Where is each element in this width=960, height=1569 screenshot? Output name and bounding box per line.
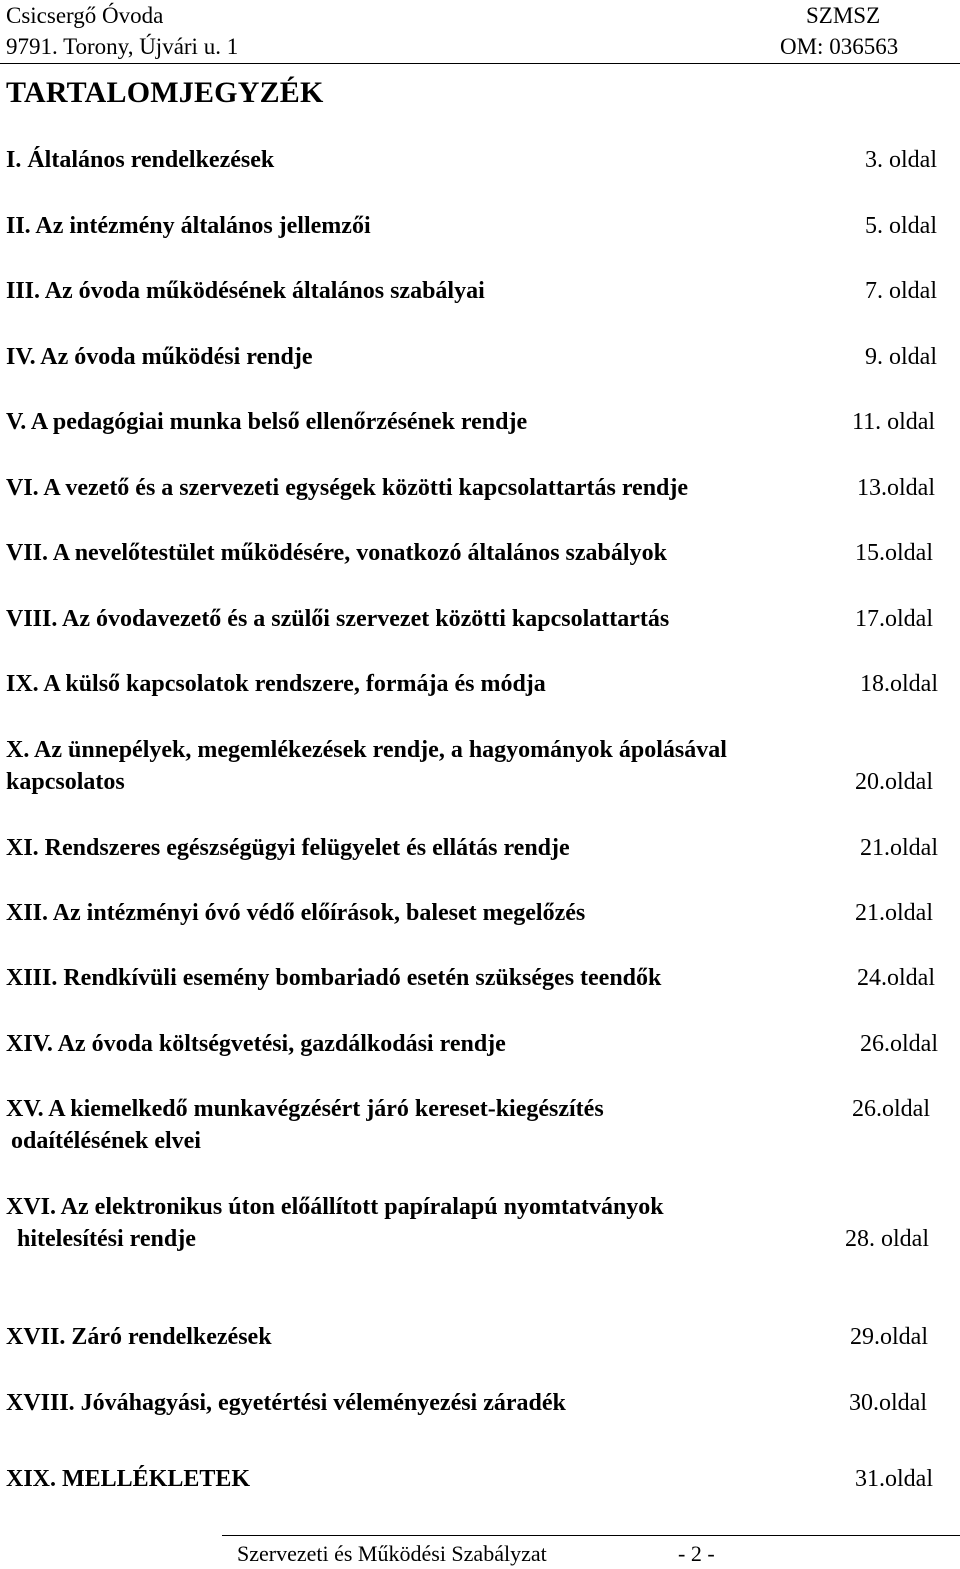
toc-entry-page: 9. oldal xyxy=(865,344,937,370)
toc-entry-title: XVIII. Jóváhagyási, egyetértési véleményezési záradék xyxy=(6,1390,566,1416)
toc-entry-page: 3. oldal xyxy=(865,147,937,173)
toc-entry-title: VI. A vezető és a szervezeti egységek közötti kapcsolattartás rendje xyxy=(6,475,689,501)
toc-entry-title: XIII. Rendkívüli esemény bombariadó esetén szükséges teendők xyxy=(6,965,662,991)
toc-entry-page: 24.oldal xyxy=(857,965,935,991)
toc-entry-title: XIX. MELLÉKLETEK xyxy=(6,1466,251,1492)
toc-entry-title: XI. Rendszeres egészségügyi felügyelet és ellátás rendje xyxy=(6,835,570,861)
toc-entry-page: 5. oldal xyxy=(865,213,937,239)
toc-entry-title: IX. A külső kapcsolatok rendszere, formája és módja xyxy=(6,671,546,697)
toc-entry-title: V. A pedagógiai munka belső ellenőrzésének rendje xyxy=(6,409,528,435)
toc-entry-title: IV. Az óvoda működési rendje xyxy=(6,344,313,370)
footer-divider xyxy=(222,1535,960,1536)
om-identifier: OM: 036563 xyxy=(780,34,899,59)
toc-entry-page: 28. oldal xyxy=(845,1226,929,1252)
toc-entry-title: XII. Az intézményi óvó védő előírások, baleset megelőzés xyxy=(6,900,586,926)
toc-entry-title: VII. A nevelőtestület működésére, vonatkozó általános szabályok xyxy=(6,540,667,566)
header-divider xyxy=(0,63,960,64)
page-title: TARTALOMJEGYZÉK xyxy=(6,76,324,109)
toc-entry-page: 31.oldal xyxy=(855,1466,933,1492)
toc-entry-title: VIII. Az óvodavezető és a szülői szervezet közötti kapcsolattartás xyxy=(6,606,670,632)
toc-entry-page: 18.oldal xyxy=(860,671,938,697)
toc-entry-title: XVII. Záró rendelkezések xyxy=(6,1324,272,1350)
toc-entry-title: I. Általános rendelkezések xyxy=(6,147,275,173)
toc-entry-title-continued: odaítélésének elvei xyxy=(11,1128,201,1154)
toc-entry-title: III. Az óvoda működésének általános szabályai xyxy=(6,278,485,304)
toc-entry-page: 20.oldal xyxy=(855,769,933,795)
toc-entry-page: 30.oldal xyxy=(849,1390,927,1416)
toc-entry-page: 15.oldal xyxy=(855,540,933,566)
institution-address: 9791. Torony, Újvári u. 1 xyxy=(6,34,239,59)
institution-name: Csicsergő Óvoda xyxy=(6,3,164,28)
toc-entry-page: 7. oldal xyxy=(865,278,937,304)
toc-entry-title-continued: hitelesítési rendje xyxy=(17,1226,196,1252)
toc-entry-title: XV. A kiemelkedő munkavégzésért járó kereset-kiegészítés xyxy=(6,1096,604,1122)
toc-entry-title: II. Az intézmény általános jellemzői xyxy=(6,213,371,239)
toc-entry-page: 13.oldal xyxy=(857,475,935,501)
footer-page-number: - 2 - xyxy=(678,1541,715,1566)
toc-entry-page: 17.oldal xyxy=(855,606,933,632)
toc-entry-page: 29.oldal xyxy=(850,1324,928,1350)
toc-entry-page: 21.oldal xyxy=(855,900,933,926)
toc-entry-page: 21.oldal xyxy=(860,835,938,861)
toc-entry-page: 11. oldal xyxy=(852,409,936,435)
toc-entry-title: XIV. Az óvoda költségvetési, gazdálkodási rendje xyxy=(6,1031,506,1057)
toc-entry-title: X. Az ünnepélyek, megemlékezések rendje, a hagyományok ápolásával xyxy=(6,737,727,763)
footer-document-title: Szervezeti és Működési Szabályzat xyxy=(237,1541,547,1566)
toc-entry-title-continued: kapcsolatos xyxy=(6,769,125,795)
toc-entry-page: 26.oldal xyxy=(852,1096,930,1122)
toc-entry-page: 26.oldal xyxy=(860,1031,938,1057)
toc-entry-title: XVI. Az elektronikus úton előállított papíralapú nyomtatványok xyxy=(6,1194,664,1220)
document-code: SZMSZ xyxy=(806,3,881,28)
